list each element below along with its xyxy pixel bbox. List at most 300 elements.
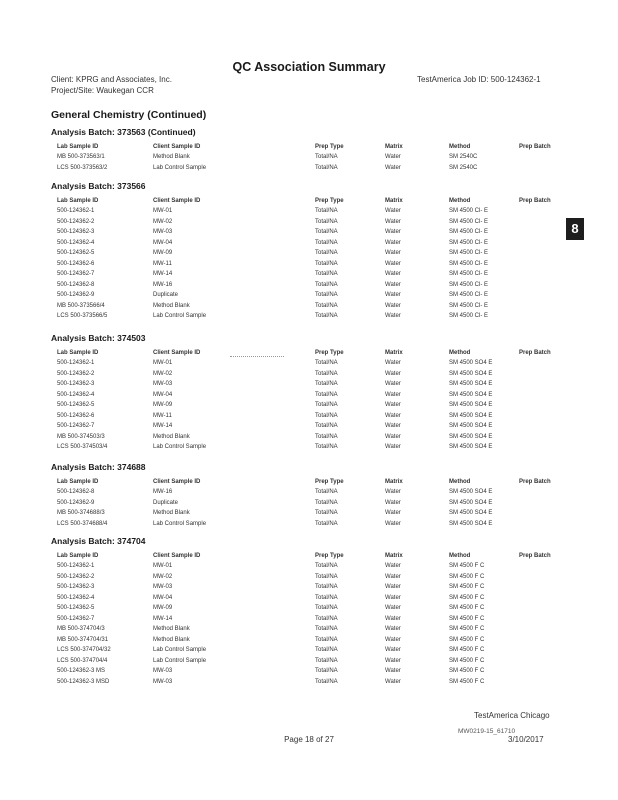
table-cell [519, 645, 577, 656]
table-cell: 500-124362-3 [57, 584, 95, 590]
table-cell: Total/NA [315, 292, 338, 298]
table-cell: Lab Control Sample [153, 164, 207, 171]
table-row [57, 301, 577, 312]
table-cell [519, 582, 577, 593]
table-row [57, 400, 577, 411]
table-cell: Water [385, 605, 401, 611]
table-cell: Water [385, 489, 401, 495]
table-header-row [57, 142, 577, 152]
table-cell: Water [385, 520, 401, 527]
table-header-row [57, 196, 577, 206]
table-cell [519, 248, 577, 259]
table-cell: SM 4500 Cl- E [449, 218, 489, 225]
table-cell: SM 4500 SO4 E [449, 370, 493, 377]
table-cell: 500-124362-2 [57, 370, 95, 377]
table-cell: Water [385, 584, 401, 590]
column-header: Matrix [385, 479, 403, 485]
table-cell [519, 561, 577, 572]
table-cell [519, 519, 577, 530]
table-cell: Water [385, 615, 401, 622]
table-cell: Water [385, 218, 401, 225]
table-row [57, 498, 577, 509]
column-header: Lab Sample ID [57, 144, 99, 150]
table-cell: MW-09 [153, 605, 173, 611]
table-cell: Total/NA [315, 370, 338, 377]
table-cell: Total/NA [315, 626, 338, 632]
table-header-row [57, 551, 577, 561]
table-cell: Water [385, 302, 401, 309]
table-cell: Total/NA [315, 250, 338, 256]
table-row [57, 390, 577, 401]
batch-table [57, 477, 577, 529]
table-cell: MW-01 [153, 360, 173, 366]
table-cell: MB 500-374704/31 [57, 636, 109, 643]
table-row [57, 442, 577, 453]
table-cell: SM 4500 SO4 E [449, 444, 493, 450]
table-cell [519, 227, 577, 238]
table-cell: 500-124362-1 [57, 360, 95, 366]
table-cell: SM 4500 Cl- E [449, 260, 489, 267]
table-cell: MW-09 [153, 402, 173, 408]
table-cell: SM 4500 F C [449, 678, 485, 685]
table-header-row [57, 477, 577, 487]
table-cell: MW-14 [153, 271, 173, 277]
table-cell: MB 500-374503/3 [57, 433, 105, 440]
table-cell: SM 4500 Cl- E [449, 229, 489, 235]
table-cell: Lab Control Sample [153, 647, 207, 653]
table-cell: Total/NA [315, 563, 338, 569]
table-cell: 500-124362-6 [57, 412, 95, 419]
column-header: Prep Type [315, 350, 344, 356]
table-cell [519, 358, 577, 369]
batch-title: Analysis Batch: 374704 [51, 536, 146, 546]
table-cell: Total/NA [315, 584, 338, 590]
table-cell: Duplicate [153, 292, 179, 298]
table-cell: LCS 500-373563/2 [57, 164, 108, 171]
table-row [57, 508, 577, 519]
table-cell [519, 432, 577, 443]
table-row [57, 624, 577, 635]
table-cell: 500-124362-8 [57, 489, 95, 495]
table-cell: LCS 500-374704/32 [57, 647, 111, 653]
table-cell: SM 4500 SO4 E [449, 412, 493, 419]
table-cell: MB 500-374688/3 [57, 510, 105, 516]
table-cell: SM 4500 SO4 E [449, 391, 493, 398]
table-cell: MW-16 [153, 281, 173, 288]
table-cell: Water [385, 370, 401, 377]
column-header: Prep Batch [519, 350, 551, 356]
table-cell: SM 4500 SO4 E [449, 360, 493, 366]
table-cell: Total/NA [315, 573, 338, 580]
table-cell: Water [385, 271, 401, 277]
table-cell: Total/NA [315, 423, 338, 429]
table-cell [519, 666, 577, 677]
batch-table [57, 348, 577, 453]
table-cell: SM 4500 F C [449, 626, 485, 632]
table-cell: SM 4500 SO4 E [449, 520, 493, 527]
table-cell: SM 4500 F C [449, 647, 485, 653]
table-cell [519, 290, 577, 301]
table-row [57, 248, 577, 259]
footer-document-code: MW0219-15_61710 [458, 728, 516, 735]
table-cell: Water [385, 594, 401, 601]
table-cell [519, 603, 577, 614]
footer-date: 3/10/2017 [508, 735, 544, 744]
table-cell [519, 280, 577, 291]
column-header: Client Sample ID [153, 479, 201, 485]
table-cell [519, 369, 577, 380]
column-header: Client Sample ID [153, 144, 201, 150]
table-cell [519, 238, 577, 249]
table-cell: Lab Control Sample [153, 657, 207, 664]
table-cell: 500-124362-2 [57, 573, 95, 580]
table-row [57, 421, 577, 432]
table-cell: Total/NA [315, 615, 338, 622]
table-cell: Total/NA [315, 281, 338, 288]
table-cell: Water [385, 154, 401, 160]
footer-page-number: Page 18 of 27 [284, 735, 334, 744]
table-row [57, 593, 577, 604]
table-cell [519, 498, 577, 509]
dotted-mark [230, 356, 284, 357]
table-cell: Total/NA [315, 271, 338, 277]
table-header-row [57, 348, 577, 358]
table-cell [519, 206, 577, 217]
table-cell: MW-01 [153, 563, 173, 569]
table-cell: 500-124362-3 MS [57, 668, 106, 674]
table-cell: SM 4500 SO4 E [449, 510, 493, 516]
table-row [57, 614, 577, 625]
table-cell: 500-124362-7 [57, 615, 95, 622]
column-header: Lab Sample ID [57, 479, 99, 485]
table-cell: Method Blank [153, 433, 190, 440]
table-cell: 500-124362-9 [57, 499, 95, 506]
table-cell: SM 2540C [449, 164, 478, 171]
table-cell [519, 656, 577, 667]
column-header: Method [449, 553, 471, 559]
table-row [57, 411, 577, 422]
table-cell: Total/NA [315, 510, 338, 516]
table-cell: Total/NA [315, 208, 338, 214]
table-cell: Total/NA [315, 229, 338, 235]
table-cell: Total/NA [315, 402, 338, 408]
table-cell: Water [385, 647, 401, 653]
table-cell: Water [385, 281, 401, 288]
table-row [57, 163, 577, 174]
table-cell: 500-124362-4 [57, 391, 95, 398]
table-cell: MW-02 [153, 573, 173, 580]
table-cell: Water [385, 444, 401, 450]
table-row [57, 358, 577, 369]
column-header: Method [449, 144, 471, 150]
column-header: Lab Sample ID [57, 350, 99, 356]
table-row [57, 572, 577, 583]
table-row [57, 269, 577, 280]
project-site: Project/Site: Waukegan CCR [51, 86, 154, 95]
table-row [57, 290, 577, 301]
table-cell: Method Blank [153, 154, 190, 160]
client-name: Client: KPRG and Associates, Inc. [51, 75, 172, 84]
column-header: Prep Type [315, 198, 344, 204]
table-cell: Total/NA [315, 154, 338, 160]
batch-table [57, 196, 577, 322]
table-cell: MW-11 [153, 260, 172, 267]
column-header: Lab Sample ID [57, 198, 99, 204]
table-cell [519, 421, 577, 432]
table-cell: 500-124362-2 [57, 218, 95, 225]
table-cell [519, 311, 577, 322]
table-cell: 500-124362-1 [57, 208, 95, 214]
table-row [57, 152, 577, 163]
table-cell: MW-03 [153, 381, 173, 387]
table-cell: SM 4500 Cl- E [449, 281, 489, 288]
table-cell: Total/NA [315, 678, 338, 685]
table-cell: 500-124362-4 [57, 594, 95, 601]
column-header: Matrix [385, 144, 403, 150]
column-header: Prep Type [315, 553, 344, 559]
section-title: General Chemistry (Continued) [51, 109, 207, 121]
table-cell: MW-02 [153, 370, 173, 377]
table-cell [519, 259, 577, 270]
table-cell: Water [385, 412, 401, 419]
table-cell: Method Blank [153, 302, 190, 309]
table-cell: MW-03 [153, 668, 173, 674]
table-row [57, 603, 577, 614]
table-cell: Water [385, 626, 401, 632]
table-cell: Water [385, 573, 401, 580]
table-cell: SM 4500 Cl- E [449, 239, 489, 246]
table-cell: 500-124362-5 [57, 605, 95, 611]
table-cell: Total/NA [315, 647, 338, 653]
table-cell: Total/NA [315, 381, 338, 387]
column-header: Method [449, 350, 471, 356]
table-cell: LCS 500-374688/4 [57, 520, 108, 527]
table-cell: Total/NA [315, 605, 338, 611]
table-cell: MW-04 [153, 239, 173, 246]
table-cell: Water [385, 164, 401, 171]
table-cell: Water [385, 250, 401, 256]
table-cell: Duplicate [153, 499, 179, 506]
table-cell: LCS 500-374704/4 [57, 657, 108, 664]
table-cell: MW-14 [153, 423, 173, 429]
table-cell: Total/NA [315, 302, 338, 309]
table-cell: SM 4500 SO4 E [449, 402, 493, 408]
table-row [57, 635, 577, 646]
batch-table [57, 142, 577, 173]
table-cell: 500-124362-5 [57, 250, 95, 256]
table-cell: MW-14 [153, 615, 173, 622]
table-cell: SM 4500 SO4 E [449, 499, 493, 506]
table-cell: SM 4500 F C [449, 657, 485, 664]
table-row [57, 217, 577, 228]
table-cell [519, 593, 577, 604]
table-cell [519, 624, 577, 635]
table-cell: SM 4500 Cl- E [449, 208, 489, 214]
table-cell: SM 4500 F C [449, 636, 485, 643]
table-cell: MW-04 [153, 391, 173, 398]
column-header: Prep Batch [519, 479, 551, 485]
table-cell: Total/NA [315, 239, 338, 246]
table-cell: Water [385, 678, 401, 685]
table-cell [519, 379, 577, 390]
table-cell: Water [385, 208, 401, 214]
table-row [57, 519, 577, 530]
column-header: Prep Batch [519, 144, 551, 150]
table-row [57, 379, 577, 390]
table-row [57, 369, 577, 380]
table-row [57, 677, 577, 688]
column-header: Prep Type [315, 144, 344, 150]
table-row [57, 656, 577, 667]
table-cell: MW-16 [153, 489, 173, 495]
table-cell [519, 269, 577, 280]
table-row [57, 227, 577, 238]
table-cell: SM 4500 SO4 E [449, 381, 493, 387]
table-cell [519, 163, 577, 174]
table-cell: MW-01 [153, 208, 173, 214]
table-cell: SM 4500 Cl- E [449, 302, 489, 309]
table-cell: Water [385, 423, 401, 429]
footer-lab-name: TestAmerica Chicago [474, 711, 550, 720]
table-cell: MB 500-373566/4 [57, 302, 105, 309]
table-cell: Water [385, 433, 401, 440]
section-tab-marker: 8 [566, 218, 584, 240]
table-cell: Water [385, 510, 401, 516]
table-cell: Total/NA [315, 433, 338, 440]
table-cell: Total/NA [315, 489, 338, 495]
table-cell: Method Blank [153, 510, 190, 516]
table-cell: MB 500-374704/3 [57, 626, 105, 632]
table-cell: 500-124362-1 [57, 563, 95, 569]
job-id: TestAmerica Job ID: 500-124362-1 [417, 75, 541, 84]
table-cell [519, 635, 577, 646]
table-cell: Lab Control Sample [153, 520, 207, 527]
table-cell: Total/NA [315, 636, 338, 643]
table-cell: 500-124362-7 [57, 271, 95, 277]
table-cell: Total/NA [315, 668, 338, 674]
table-cell: Water [385, 313, 401, 319]
table-cell: SM 4500 Cl- E [449, 271, 489, 277]
table-cell: Total/NA [315, 499, 338, 506]
table-cell: SM 4500 F C [449, 563, 485, 569]
table-cell: MW-04 [153, 594, 173, 601]
table-cell: MW-09 [153, 250, 173, 256]
table-cell: SM 4500 F C [449, 605, 485, 611]
column-header: Prep Type [315, 479, 344, 485]
column-header: Matrix [385, 553, 403, 559]
table-row [57, 206, 577, 217]
table-cell: SM 4500 Cl- E [449, 292, 489, 298]
table-cell [519, 572, 577, 583]
column-header: Lab Sample ID [57, 553, 99, 559]
table-row [57, 582, 577, 593]
column-header: Client Sample ID [153, 350, 201, 356]
table-row [57, 238, 577, 249]
table-cell: SM 4500 Cl- E [449, 313, 489, 319]
table-cell: Water [385, 499, 401, 506]
column-header: Prep Batch [519, 553, 551, 559]
column-header: Prep Batch [519, 198, 551, 204]
table-row [57, 259, 577, 270]
table-cell: SM 4500 Cl- E [449, 250, 489, 256]
table-cell: Water [385, 402, 401, 408]
table-cell [519, 400, 577, 411]
table-cell: Water [385, 239, 401, 246]
table-cell: 500-124362-5 [57, 402, 95, 408]
column-header: Client Sample ID [153, 198, 201, 204]
table-cell: Total/NA [315, 391, 338, 398]
table-cell: 500-124362-9 [57, 292, 95, 298]
table-cell [519, 152, 577, 163]
table-row [57, 280, 577, 291]
table-cell: MW-03 [153, 229, 173, 235]
table-cell: 500-124362-3 MSD [57, 678, 110, 685]
table-cell: SM 4500 SO4 E [449, 423, 493, 429]
table-cell [519, 508, 577, 519]
table-cell: SM 2540C [449, 154, 478, 160]
table-cell: Total/NA [315, 594, 338, 601]
table-cell: Lab Control Sample [153, 444, 207, 450]
table-cell: Water [385, 636, 401, 643]
table-cell: Total/NA [315, 164, 338, 171]
table-cell: Water [385, 391, 401, 398]
table-cell: Total/NA [315, 412, 338, 419]
column-header: Method [449, 198, 471, 204]
table-cell [519, 614, 577, 625]
table-row [57, 487, 577, 498]
table-cell: Water [385, 563, 401, 569]
table-cell [519, 677, 577, 688]
page-title: QC Association Summary [232, 60, 386, 74]
table-cell: Water [385, 260, 401, 267]
table-row [57, 561, 577, 572]
table-cell: SM 4500 F C [449, 615, 485, 622]
table-row [57, 432, 577, 443]
table-cell: Water [385, 668, 401, 674]
column-header: Client Sample ID [153, 553, 201, 559]
table-cell: Water [385, 292, 401, 298]
table-cell [519, 442, 577, 453]
table-cell: Water [385, 381, 401, 387]
table-cell: 500-124362-8 [57, 281, 95, 288]
table-cell [519, 301, 577, 312]
table-cell: Method Blank [153, 636, 190, 643]
table-cell: MW-03 [153, 584, 173, 590]
table-cell: 500-124362-3 [57, 381, 95, 387]
table-cell: MW-11 [153, 412, 172, 419]
column-header: Matrix [385, 350, 403, 356]
table-cell: Total/NA [315, 360, 338, 366]
table-cell: Method Blank [153, 626, 190, 632]
table-cell: SM 4500 SO4 E [449, 489, 493, 495]
table-cell: Total/NA [315, 313, 338, 319]
table-cell [519, 487, 577, 498]
table-cell: MB 500-373563/1 [57, 154, 105, 160]
table-cell: Total/NA [315, 260, 338, 267]
column-header: Matrix [385, 198, 403, 204]
column-header: Method [449, 479, 471, 485]
table-cell [519, 411, 577, 422]
table-cell: Water [385, 360, 401, 366]
table-cell: SM 4500 F C [449, 668, 485, 674]
batch-title: Analysis Batch: 374688 [51, 462, 146, 472]
table-cell: SM 4500 F C [449, 584, 485, 590]
table-cell: MW-02 [153, 218, 173, 225]
table-cell: 500-124362-3 [57, 229, 95, 235]
table-cell: Total/NA [315, 218, 338, 225]
batch-title: Analysis Batch: 374503 [51, 333, 146, 343]
table-cell: LCS 500-373566/5 [57, 313, 108, 319]
